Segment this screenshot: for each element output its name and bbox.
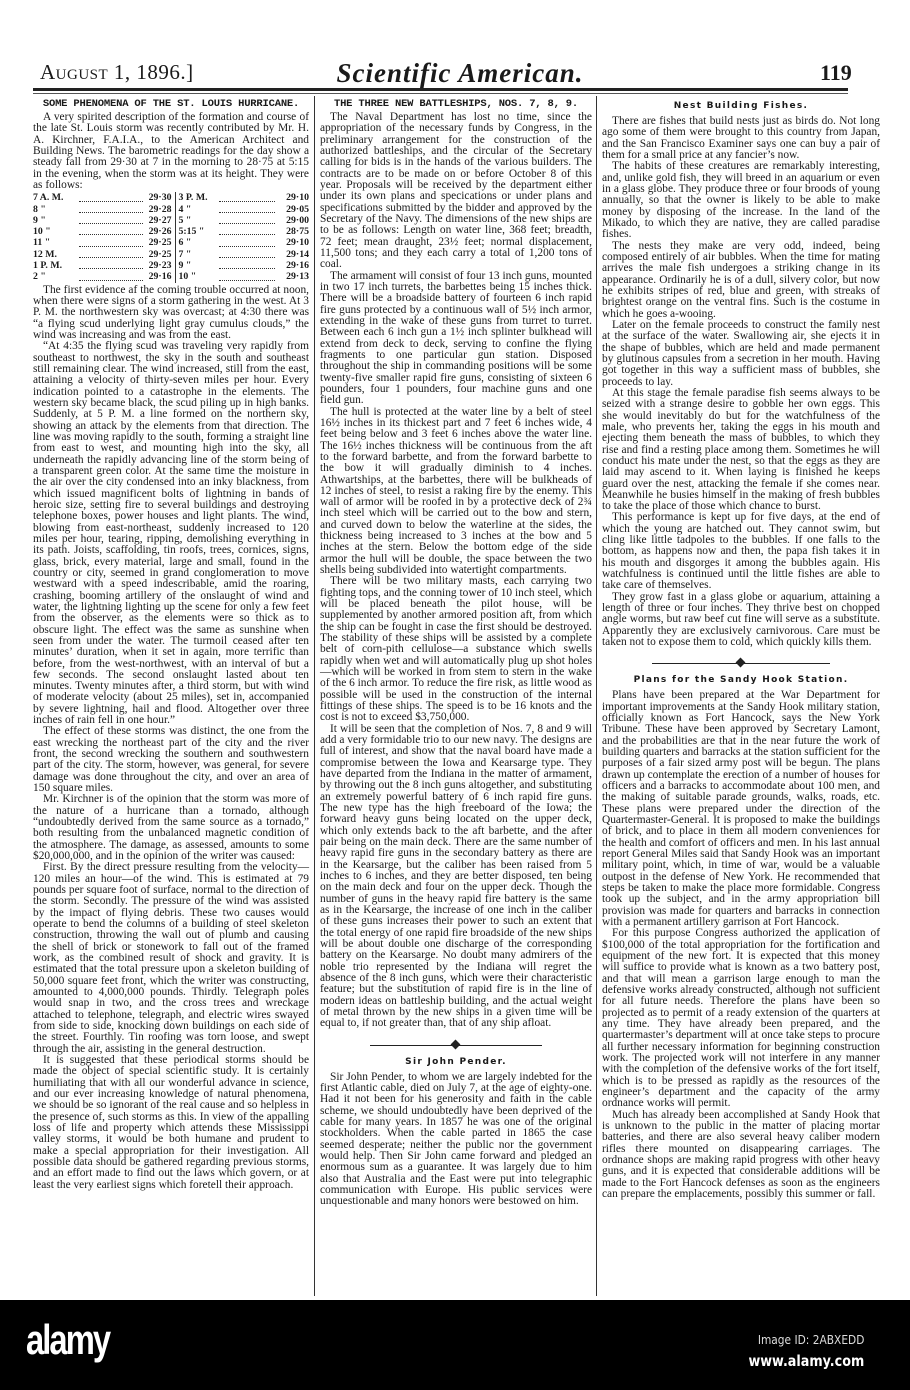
- reading-cell: 29·25: [148, 248, 172, 260]
- column-right: [602, 96, 880, 1200]
- time-cell: 9 ": [175, 260, 217, 271]
- leader-dots: [77, 192, 145, 203]
- time-cell: 6 ": [175, 237, 217, 248]
- time-cell: 12 M.: [33, 248, 57, 260]
- paragraph: The nests they make are very odd, indeed, being composed entirely of air bubbles. When the time for mating arrives the male fish undergoes a striking change in its appearance. Ordinarily he is of a dull, silvery color, but now he exhibits stripes of red, blue and green, with streaks of brightest orange on the ventral fins. Such is the costume in which he goes a-wooing.: [602, 239, 880, 320]
- time-cell: 4 ": [175, 204, 217, 215]
- time-cell: 8 ": [33, 203, 46, 215]
- time-cell: 10 ": [33, 226, 51, 238]
- leader-dots: [217, 226, 277, 237]
- table-row: [33, 226, 309, 237]
- paragraph: Much has already been accomplished at Sandy Hook that is unknown to the public in the matter of placing mortar batteries, and there are also several heavy caliber modern rifles there mounted on disappearing carriages. The ordnance shops are making rapid progress with other heavy guns, and it is expected that considerable additions will be made to the Fort Hancock defenses as soon as the engineers can prepare the emplacements, possibly this summer or fall.: [602, 1108, 880, 1200]
- reading-cell: 29·05: [286, 203, 309, 215]
- column-divider: [596, 96, 597, 1296]
- reading-cell: 29·25: [148, 237, 172, 249]
- leader-dots: [217, 192, 277, 203]
- reading-cell: 29·10: [286, 192, 309, 204]
- time-cell: 7 A. M.: [33, 192, 64, 204]
- paragraph: It is suggested that these periodical storms should be made the object of special scientific study. It is certainly humiliating that with all our wonderful advance in science, and our ever increasing knowledge of natural phenomena, we should be so ignorant of the real cause and so helpless in the presence of, such storms as this. In view of the appalling loss of life and property which attends these Mississippi valley storms, it would be both humane and prudent to make a special appropriation for their investigation. All possible data should be gathered regarding previous storms, and an effort made to find out the laws which govern, or at least the very earliest signs which foretell their approach.: [33, 1053, 309, 1191]
- time-cell: 1 P. M.: [33, 260, 63, 272]
- diamond-ornament-icon: [451, 1039, 461, 1049]
- diamond-ornament-icon: [736, 658, 746, 668]
- paragraph: There are fishes that build nests just as birds do. Not long ago some of them were brought to this country from Japan, and the San Francisco Examiner says one can buy a pair of them for a small price at any fancier’s now.: [602, 115, 880, 161]
- paragraph: “At 4:35 the flying scud was traveling very rapidly from southeast to northwest, the sky in the south and southeast still remaining clear. The wind increased, still from the east, attaining a velocity of thirty-seven miles per hour. Every indication pointed to a catastrophe in the elements. The western sky became black, the scud piling up in high banks. Suddenly, at 5 P. M. a line formed on the northern sky, showing an attack by the elements from that direction. The line was moving rapidly to the south, forming a straight line from east to west, and mounting high into the sky, all underneath the rapidly advancing line of the storm being of a transparent green color. At the same time the moisture in the air over the city condensed into an inky blackness, from which issued magnificent bolts of lightning in bands of heroic size, setting fire to several buildings and destroying telephone boxes, power houses and light plants. The wind, blowing from east-northeast, suddenly increased to 120 miles per hour, tearing, ripping, demolishing everything in its path. Joists, scaffolding, tin roofs, trees, cornices, signs, glass, brick, every material, large and small, found in the country or city, seemed in grand conglomeration to move westward with a speed indescribable, amid the roaring, crashing, booming artillery of the onslaught of wind and water, the lightning lighting up the scene for only a few feet from the observer, as the elements were so thick as to obscure light. The effect was the same as sunshine when seen from under the water. The turmoil ceased after ten minutes’ duration, when it set in again, more terrific than before, from the west-northwest, with an interval of but a few seconds. The second onslaught lasted about ten minutes. Twenty minutes after, a third storm, but with wind of moderate velocity (about 25 miles), set in, accompanied by severe lightning, hail and flood. Altogether over three inches of rain fell in one hour.”: [33, 340, 309, 727]
- paragraph: They grow fast in a glass globe or aquarium, attaining a length of three or four inches. They thrive best on chopped angle worms, but raw beef cut fine will serve as a substitute. Apparently they are exclusively carnivorous. Care must be taken not to expose them to cold, which quickly kills them.: [602, 590, 880, 649]
- leader-dots: [217, 215, 277, 226]
- time-cell: 5:15 ": [175, 226, 217, 237]
- column-left: [33, 96, 309, 1191]
- table-row: [33, 271, 309, 282]
- paragraph: Mr. Kirchner is of the opinion that the storm was more of the nature of a hurricane than a tornado, although “undoubtedly derived from the same source as a tornado,” both resulting from the unbalanced magnetic condition of the atmosphere. The damage, as assessed, amounts to some $20,000,000, and in the opinion of the writer was caused:: [33, 793, 309, 863]
- time-cell: 3 P. M.: [175, 192, 217, 203]
- leader-dots: [77, 237, 145, 248]
- paragraph: Sir John Pender, to whom we are largely indebted for the first Atlantic cable, died on July 7, at the age of eighty-one. Had it not been for his generosity and faith in the cable scheme, we should undoubtedly have been deprived of the cable for many years. In 1857 he was one of the original stockholders. When the cable parted in 1865 the case seemed desperate; neither the public nor the government would help. Then Sir John came forward and pledged an enormous sum as a guarantee. It was largely due to him also that Australia and the East were put into telegraphic communication with Europe. His public services were unquestionable and many honors were bestowed on him.: [320, 1070, 592, 1208]
- paragraph: It will be seen that the completion of Nos. 7, 8 and 9 will add a very formidable trio to our new navy. The designs are full of interest, and show that the naval board have made a compromise between the Iowa and Kearsarge type. They have departed from the Indiana in the matter of armament, by throwing out the 8 inch guns altogether, and substituting an extremely powerful battery of 6 inch rapid fire guns. The new type has the high freeboard of the Iowa; the forward heavy guns being located on the upper deck, which only extends back to the aft barbette, and the after pair being on the main deck. There are the same number of heavy rapid fire guns in the secondary battery as there are in the Kearsarge, but the caliber has been raised from 5 inches to 6 inches, and they are better disposed, ten being on the main deck and four on the upper deck. Though the number of guns in the heavy rapid fire battery is the same as in the Kearsarge, the increase of one inch in the caliber of these guns increases their power to such an extent that the total energy of one rapid fire broadside of the new ships will be about double one discharge of the corresponding battery on the Kearsarge. No doubt many admirers of the noble trio represented by the Indiana will regret the absence of the 8 inch guns, which were their characteristic feature; but the substitution of rapid fire is in the line of modern ideas on battleship building, and the actual weight of metal thrown by the new ships in a given time will be equal to, if not greater than, that of any ship afloat.: [320, 722, 592, 1030]
- reading-cell: 29·13: [286, 271, 309, 283]
- leader-dots: [217, 260, 277, 271]
- leader-dots: [77, 204, 145, 215]
- masthead-title: Scientific American.: [336, 58, 584, 88]
- section-ornament: [602, 656, 880, 670]
- reading-cell: 29·28: [148, 203, 172, 215]
- reading-cell: 29·10: [286, 237, 309, 249]
- leader-dots: [217, 271, 277, 282]
- time-cell: 10 ": [175, 271, 217, 282]
- article-title-hurricane: SOME PHENOMENA OF THE ST. LOUIS HURRICANE.: [42, 98, 300, 110]
- paragraph: At this stage the female paradise fish seems always to be seized with a strange desire to gobble her own eggs. This she would inevitably do but for the watchfulness of the male, who prevents her, taking the eggs in his mouth and ejecting them beneath the mass of bubbles, to which they rise and find a resting place among them. Sometimes he will conduct his mate under the nest, so that the eggs as they are laid may ascend to it. When laying is finished he keeps guard over the nest, attacking the female if she comes near. Meanwhile he busies himself in the making of fresh bubbles to take the place of those which chance to burst.: [602, 386, 880, 513]
- section-ornament: [320, 1038, 592, 1052]
- article-title-battleships: THE THREE NEW BATTLESHIPS, NOS. 7, 8, 9.: [333, 98, 579, 110]
- paragraph: The effect of these storms was distinct, the one from the east wrecking the northeast part of the city and the river front, the second wrecking the southern and southwestern part of the city. The storm, however, was general, for severe damage was done throughout the city, and over an area of 150 square miles.: [33, 725, 309, 795]
- time-cell: 11 ": [33, 237, 51, 249]
- paragraph: For this purpose Congress authorized the application of $100,000 of the total appropriation for the fortification and equipment of the new fort. It is expected that this money will suffice to provide what is known as a two battery post, and that will mean a garrison large enough to man the defensive works already constructed, although not sufficient for all future needs. Therefore the plans have been so projected as to permit of a ready extension of the quarters at any time. They have already been prepared, and the quartermaster’s department will at once take steps to procure all further necessary information for beginning construction work. The projected work will not interfere in any manner with the completion of the defensive works of the fort itself, which is to be pressed as rapidly as the resources of the engineer’s department and the capacity of the army ordnance works will permit.: [602, 927, 880, 1110]
- table-row: [33, 215, 309, 226]
- reading-cell: 29·27: [148, 214, 172, 226]
- paragraph: Plans have been prepared at the War Department for important improvements at the Sandy Hook military station, officially known as Fort Hancock, says the New York Tribune. These have been approved by Secretary Lamont, and the probabilities are that in the near future the work of building quarters and barracks at the station sufficient for the purposes of a fair sized army post will be begun. The plans drawn up contemplate the erection of a number of houses for officers and a barracks to accommodate about 100 men, and the making of suitable parade grounds, walks, roads, etc. These plans were prepared under the direction of the Quartermaster-General. It is proposed to make the buildings of brick, and to place in them all modern conveniences for the health and comfort of officers and men. In his last annual report General Miles said that Sandy Hook was an important military point, which, in time of war, would be a valuable outpost in the defense of New York. He recommended that steps be taken to make the place more formidable. Congress took up the subject, and in the army appropriation bill provision was made for quarters and barracks in connection with a permanent artillery garrison at Fort Hancock.: [602, 689, 880, 928]
- leader-dots: [217, 249, 277, 260]
- leader-dots: [217, 237, 277, 248]
- reading-cell: 29·26: [148, 226, 172, 238]
- leader-dots: [77, 260, 145, 271]
- paragraph: A very spirited description of the formation and course of the late St. Louis storm was recently contributed by Mr. H. A. Kirchner, F.A.I.A., to the American Architect and Building News. The barometric readings for the day show a steady fall from 29·30 at 7 in the morning to 28·75 at 5:15 in the evening, when the storm was at its height. They were as follows:: [33, 111, 309, 191]
- column-middle: [320, 96, 592, 1208]
- paragraph: The Naval Department has lost no time, since the appropriation of the necessary funds by Congress, in the preliminary arrangement for the construction of the authorized battleships, and the circular of the Secretary calling for bids is in the hands of the various builders. The contracts are to be made on or before October 8 of this year. Proposals will be received by the department either under its own plans and specications or under plans and specifications submitted by the bidder and approved by the Secretary of the Navy. The dimensions of the new ships are to be as follows: Length on water line, 368 feet; breadth, 72 feet; mean draught, 23½ feet; normal displacement, 11,500 tons; and they each carry a total of 1,200 tons of coal.: [320, 111, 592, 271]
- paragraph: First. By the direct pressure resulting from the velocity—120 miles an hour—of the wind. This is estimated at 79 pounds per square foot of surface, normal to the direction of the storm. Secondly. The pressure of the wind was assisted by the impact of flying debris. These two causes would operate to bend the columns of a building of steel skeleton construction, throwing the wall out of plumb and causing the shell of brick or stonework to fall out of the framed work, as the combined result of shock and gravity. It is estimated that the total pressure upon a skeleton building of 50,000 square feet front, which the writer was constructing, amounted to 4,000,000 pounds. Thirdly. Telegraph poles would snap in two, and the cross trees and wreckage attached to telephone, telegraph, and electric wires swayed from side to side, knocking down buildings on each side of the street. Fourthly. Tin roofing was torn loose, and swept through the air, assisting in the general destruction.: [33, 861, 309, 1055]
- paragraph: The habits of these creatures are remarkably interesting, and, unlike gold fish, they will breed in an aquarium or even in a glass globe. They produce three or four broods of young annually, so that the owner is likely to be able to make money by disposing of the increase. In the land of the Mikado, to which they are native, they are called paradise fishes.: [602, 160, 880, 241]
- time-cell: 2 ": [33, 271, 46, 283]
- image-id: Image ID: 2ABXEDD: [757, 1332, 864, 1347]
- reading-cell: 29·16: [148, 271, 172, 283]
- paragraph: Later on the female proceeds to construct the family nest at the surface of the water. Swallowing air, she ejects it in the shape of bubbles, which are held and made permanent by glutinous capsules from a secretion in her mouth. Having got together in this way a sufficient mass of bubbles, she proceeds to lay.: [602, 318, 880, 388]
- leader-dots: [77, 271, 145, 282]
- reading-cell: 29·14: [286, 248, 309, 260]
- paragraph: The hull is protected at the water line by a belt of steel 16½ inches in its thickest part and 7 feet 6 inches wide, 4 feet being below and 3 feet 6 inches above the water line. The 16½ inches thickness will be continuous from the aft to the forward barbette, and from the forward barbette to the bow it will gradually diminish to 4 inches. Athwartships, at the barbettes, there will be bulkheads of 12 inches of steel, to resist a raking fire by the enemy. This wall of armor will be roofed in by a protective deck of 2¾ inch steel which will be carried out to the bow and stern, and curved down to below the waterline at the sides, the thickness being increased to 3 inches at the bow and 5 inches at the stern. Below the bottom edge of the side armor the hull will be double, the space between the two shells being subdivided into watertight compartments.: [320, 405, 592, 577]
- page-number: 119: [820, 60, 852, 85]
- table-row: [33, 192, 309, 203]
- alamy-logo: alamy: [26, 1316, 110, 1363]
- leader-dots: [77, 226, 145, 237]
- article-title-fishes: Nest Building Fishes.: [673, 101, 809, 111]
- paragraph: The armament will consist of four 13 inch guns, mounted in two 17 inch turrets, the barbettes being 15 inches thick. There will be a broadside battery of fourteen 6 inch rapid fire guns protected by a continuous wall of 5½ inch armor, extending in the wake of these guns from turret to turret. Between each 6 inch gun a 1½ inch splinter bulkhead will extend from deck to deck, serving to confine the flying fragments to one particular gun station. Disposed throughout the ship in commanding positions will be some twenty-five smaller rapid fire guns, consisting of sixteen 6 pounders, four 1 pounders, four machine guns and one field gun.: [320, 269, 592, 407]
- leader-dots: [77, 249, 145, 260]
- issue-date: August 1, 1896.]: [40, 60, 194, 84]
- header-rule-thin: [33, 93, 848, 94]
- header-rule: [33, 88, 848, 91]
- leader-dots: [217, 204, 277, 215]
- paragraph: This performance is kept up for five days, at the end of which the young are hatched out. They cannot swim, but cling like little tadpoles to the bubbles. If one falls to the bottom, as happens now and then, the papa fish takes it in his mouth and disgorges it among the bubbles again. His watchfulness is continued until the little fishes are able to take care of themselves.: [602, 511, 880, 592]
- time-cell: 7 ": [175, 249, 217, 260]
- column-divider: [314, 96, 315, 1296]
- paragraph: The first evidence af the coming trouble occurred at noon, when there were signs of a storm gathering in the west. At 3 P. M. the northwestern sky was overcast; at 4:30 there was “a flying scud underlying light gray cumulus clouds,” the wind was increasing and was from the east.: [33, 283, 309, 341]
- table-row: [33, 237, 309, 248]
- reading-cell: 29·30: [148, 192, 172, 204]
- reading-cell: 29·00: [286, 214, 309, 226]
- article-title-sandy-hook: Plans for the Sandy Hook Station.: [633, 675, 849, 686]
- paragraph: There will be two military masts, each carrying two fighting tops, and the conning tower of 10 inch steel, which will be placed beneath the pilot house, will be supplemented by another armored position aft, from which the ship can be fought in case the first should be destroyed. The stability of these ships will be assisted by a complete belt of corn-pith cellulose—a substance which swells rapidly when wet and will automatically plug up shot holes—which will be worked in from stem to stern in the wake of the 6 inch armor. To reduce the fire risk, as little wood as possible will be used in the construction of the internal fittings of these ships. The speed is to be 16 knots and the cost is not to exceed $3,750,000.: [320, 575, 592, 724]
- reading-cell: 29·23: [148, 260, 172, 272]
- barometer-readings-table: [33, 192, 309, 282]
- time-cell: 5 ": [175, 215, 217, 226]
- table-row: [33, 249, 309, 260]
- time-cell: 9 ": [33, 214, 46, 226]
- reading-cell: 29·16: [286, 260, 309, 272]
- article-title-pender: Sir John Pender.: [405, 1056, 507, 1067]
- stock-watermark-bar: [0, 1300, 910, 1390]
- reading-cell: 28·75: [286, 226, 309, 238]
- watermark-url: www.alamy.com: [748, 1352, 864, 1370]
- table-row: [33, 204, 309, 215]
- leader-dots: [77, 215, 145, 226]
- table-row: [33, 260, 309, 271]
